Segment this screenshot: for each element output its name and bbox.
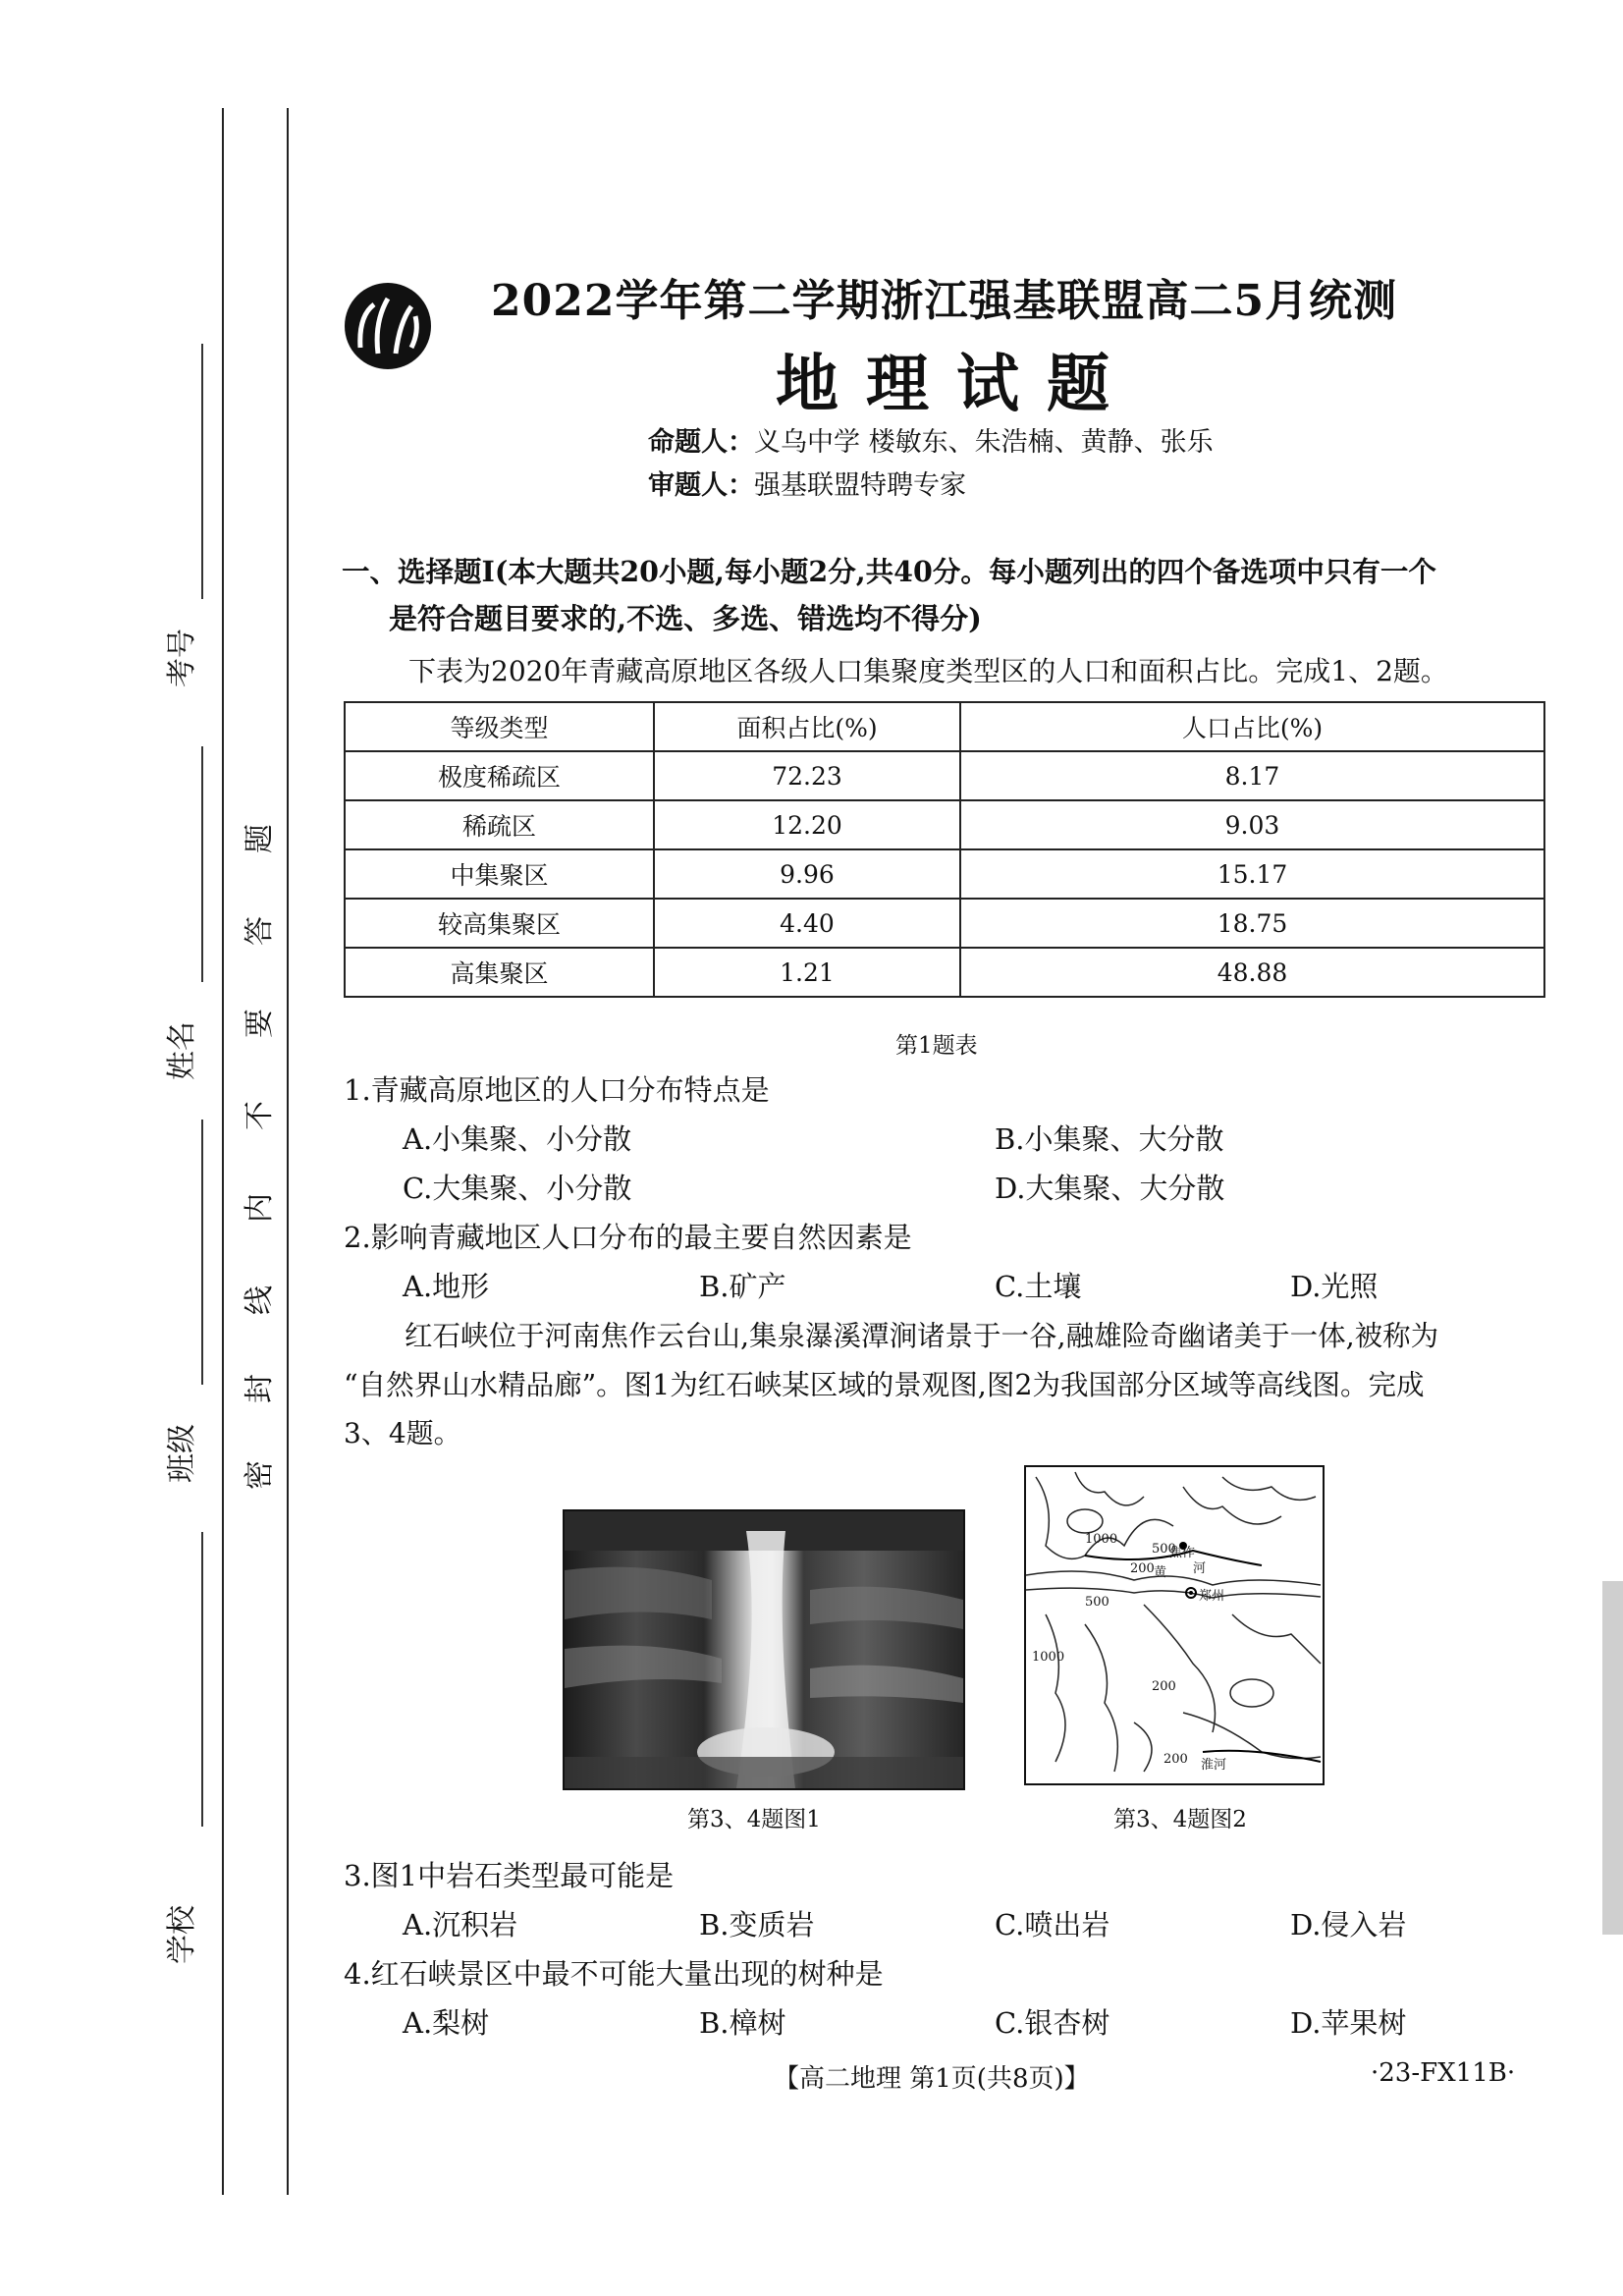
seal-char: 内	[243, 1193, 277, 1223]
binding-line-outer	[222, 108, 224, 2195]
section-heading-line1: 一、选择题Ⅰ(本大题共20小题,每小题2分,共40分。每小题列出的四个备选项中只有一个	[342, 555, 1436, 588]
reviewer-line	[648, 464, 966, 502]
intro-q3-line2: “自然界山水精品廊”。图1为红石峡某区域的景观图,图2为我国部分区域等高线图。完成	[344, 1369, 1425, 1401]
page-edge-tab	[1602, 1581, 1623, 1935]
seal-char: 线	[243, 1285, 277, 1315]
table-header-row	[345, 702, 1544, 751]
q4-option-c: C.银杏树	[995, 2006, 1110, 2040]
table-cell: 9.03	[960, 800, 1544, 849]
page-info: 【高二地理 第1页(共8页)】	[774, 2064, 1090, 2094]
table-cell: 极度稀疏区	[345, 751, 654, 800]
table-row	[345, 849, 1544, 899]
table-cell: 高集聚区	[345, 948, 654, 997]
binding-line-inner	[287, 108, 289, 2195]
fig2-caption: 第3、4题图2	[1113, 1807, 1247, 1832]
q3-stem: 3.图1中岩石类型最可能是	[344, 1859, 675, 1892]
seal-char: 密	[243, 1460, 277, 1490]
q3-option-a: A.沉积岩	[403, 1908, 518, 1941]
map-label: 1000	[1085, 1532, 1118, 1547]
table-cell: 较高集聚区	[345, 899, 654, 948]
q4-option-a: A.梨树	[403, 2006, 490, 2040]
name-label: 姓名	[165, 1021, 199, 1080]
landscape-photo	[563, 1509, 965, 1790]
section-heading-line2: 是符合题目要求的,不选、多选、错选均不得分)	[389, 602, 982, 635]
intro-q1: 下表为2020年青藏高原地区各级人口集聚度类型区的人口和面积占比。完成1、2题。	[408, 655, 1448, 687]
seal-char: 要	[243, 1009, 277, 1038]
table-cell: 18.75	[960, 899, 1544, 948]
map-label: 500	[1152, 1542, 1176, 1557]
table-row	[345, 899, 1544, 948]
map-label: 焦作	[1169, 1546, 1196, 1560]
table-cell: 1.21	[654, 948, 960, 997]
reviewer-label: 审题人：	[648, 470, 754, 501]
table-cell: 48.88	[960, 948, 1544, 997]
setter-line	[648, 420, 1214, 459]
table-header: 面积占比(%)	[654, 702, 960, 751]
setter-names: 义乌中学 楼敏东、朱浩楠、黄静、张乐	[754, 427, 1214, 458]
subject-title: 地理试题	[776, 348, 1137, 421]
paper-code: ·23-FX11B·	[1371, 2058, 1516, 2088]
table-row	[345, 800, 1544, 849]
seal-char: 答	[243, 916, 277, 946]
exam-title: 2022学年第二学期浙江强基联盟高二5月统测	[491, 276, 1398, 326]
map-label: 200	[1163, 1752, 1188, 1767]
table-cell: 8.17	[960, 751, 1544, 800]
seal-char: 封	[243, 1374, 277, 1403]
table-cell: 9.96	[654, 849, 960, 899]
school-label: 学校	[165, 1905, 199, 1964]
q1-option-a: A.小集聚、小分散	[403, 1122, 632, 1156]
q4-option-b: B.樟树	[699, 2006, 786, 2040]
name-blank	[201, 746, 203, 982]
map-label: 河	[1193, 1561, 1207, 1576]
waterfall-gorge-image	[565, 1511, 963, 1788]
map-label: 郑州	[1199, 1589, 1225, 1604]
alliance-logo-icon	[339, 277, 437, 375]
q3-option-d: D.侵入岩	[1290, 1908, 1407, 1941]
q2-option-d: D.光照	[1290, 1270, 1379, 1303]
table-cell: 稀疏区	[345, 800, 654, 849]
q4-option-d: D.苹果树	[1290, 2006, 1407, 2040]
map-label: 1000	[1032, 1650, 1065, 1665]
table-header: 人口占比(%)	[960, 702, 1544, 751]
exam-no-blank	[201, 344, 203, 599]
table-row	[345, 751, 1544, 800]
school-blank	[201, 1532, 203, 1827]
map-label: 500	[1085, 1595, 1109, 1610]
table-cell: 72.23	[654, 751, 960, 800]
table-row	[345, 948, 1544, 997]
table-cell: 15.17	[960, 849, 1544, 899]
seal-char: 题	[243, 824, 277, 853]
q1-option-c: C.大集聚、小分散	[403, 1172, 632, 1205]
table-header: 等级类型	[345, 702, 654, 751]
table-cell: 4.40	[654, 899, 960, 948]
contour-map	[1024, 1465, 1325, 1785]
q3-option-c: C.喷出岩	[995, 1908, 1110, 1941]
q3-option-b: B.变质岩	[699, 1908, 815, 1941]
population-table	[344, 701, 1545, 998]
q2-stem: 2.影响青藏地区人口分布的最主要自然因素是	[344, 1221, 912, 1254]
map-label: 淮河	[1201, 1758, 1227, 1773]
reviewer-name: 强基联盟特聘专家	[754, 470, 966, 501]
fig1-caption: 第3、4题图1	[687, 1807, 821, 1832]
q1-stem: 1.青藏高原地区的人口分布特点是	[344, 1073, 770, 1107]
seal-char: 不	[243, 1101, 277, 1130]
q4-stem: 4.红石峡景区中最不可能大量出现的树种是	[344, 1957, 884, 1991]
q1-option-d: D.大集聚、大分散	[995, 1172, 1225, 1205]
intro-q3-line1: 红石峡位于河南焦作云台山,集泉瀑溪潭涧诸景于一谷,融雄险奇幽诸美于一体,被称为	[405, 1320, 1439, 1352]
table-cell: 12.20	[654, 800, 960, 849]
table-caption: 第1题表	[895, 1033, 978, 1059]
q2-option-a: A.地形	[403, 1270, 490, 1303]
q1-option-b: B.小集聚、大分散	[995, 1122, 1224, 1156]
class-label: 班级	[165, 1424, 199, 1483]
map-label: 200	[1152, 1679, 1176, 1694]
map-label: 黄	[1154, 1565, 1167, 1580]
setter-label: 命题人：	[648, 427, 754, 458]
table-cell: 中集聚区	[345, 849, 654, 899]
class-blank	[201, 1120, 203, 1385]
map-label: 200	[1130, 1561, 1155, 1576]
q2-option-c: C.土壤	[995, 1270, 1082, 1303]
exam-no-label: 考号	[165, 629, 199, 687]
contour-lines	[1026, 1467, 1323, 1783]
intro-q3-line3: 3、4题。	[344, 1417, 461, 1449]
q2-option-b: B.矿产	[699, 1270, 786, 1303]
